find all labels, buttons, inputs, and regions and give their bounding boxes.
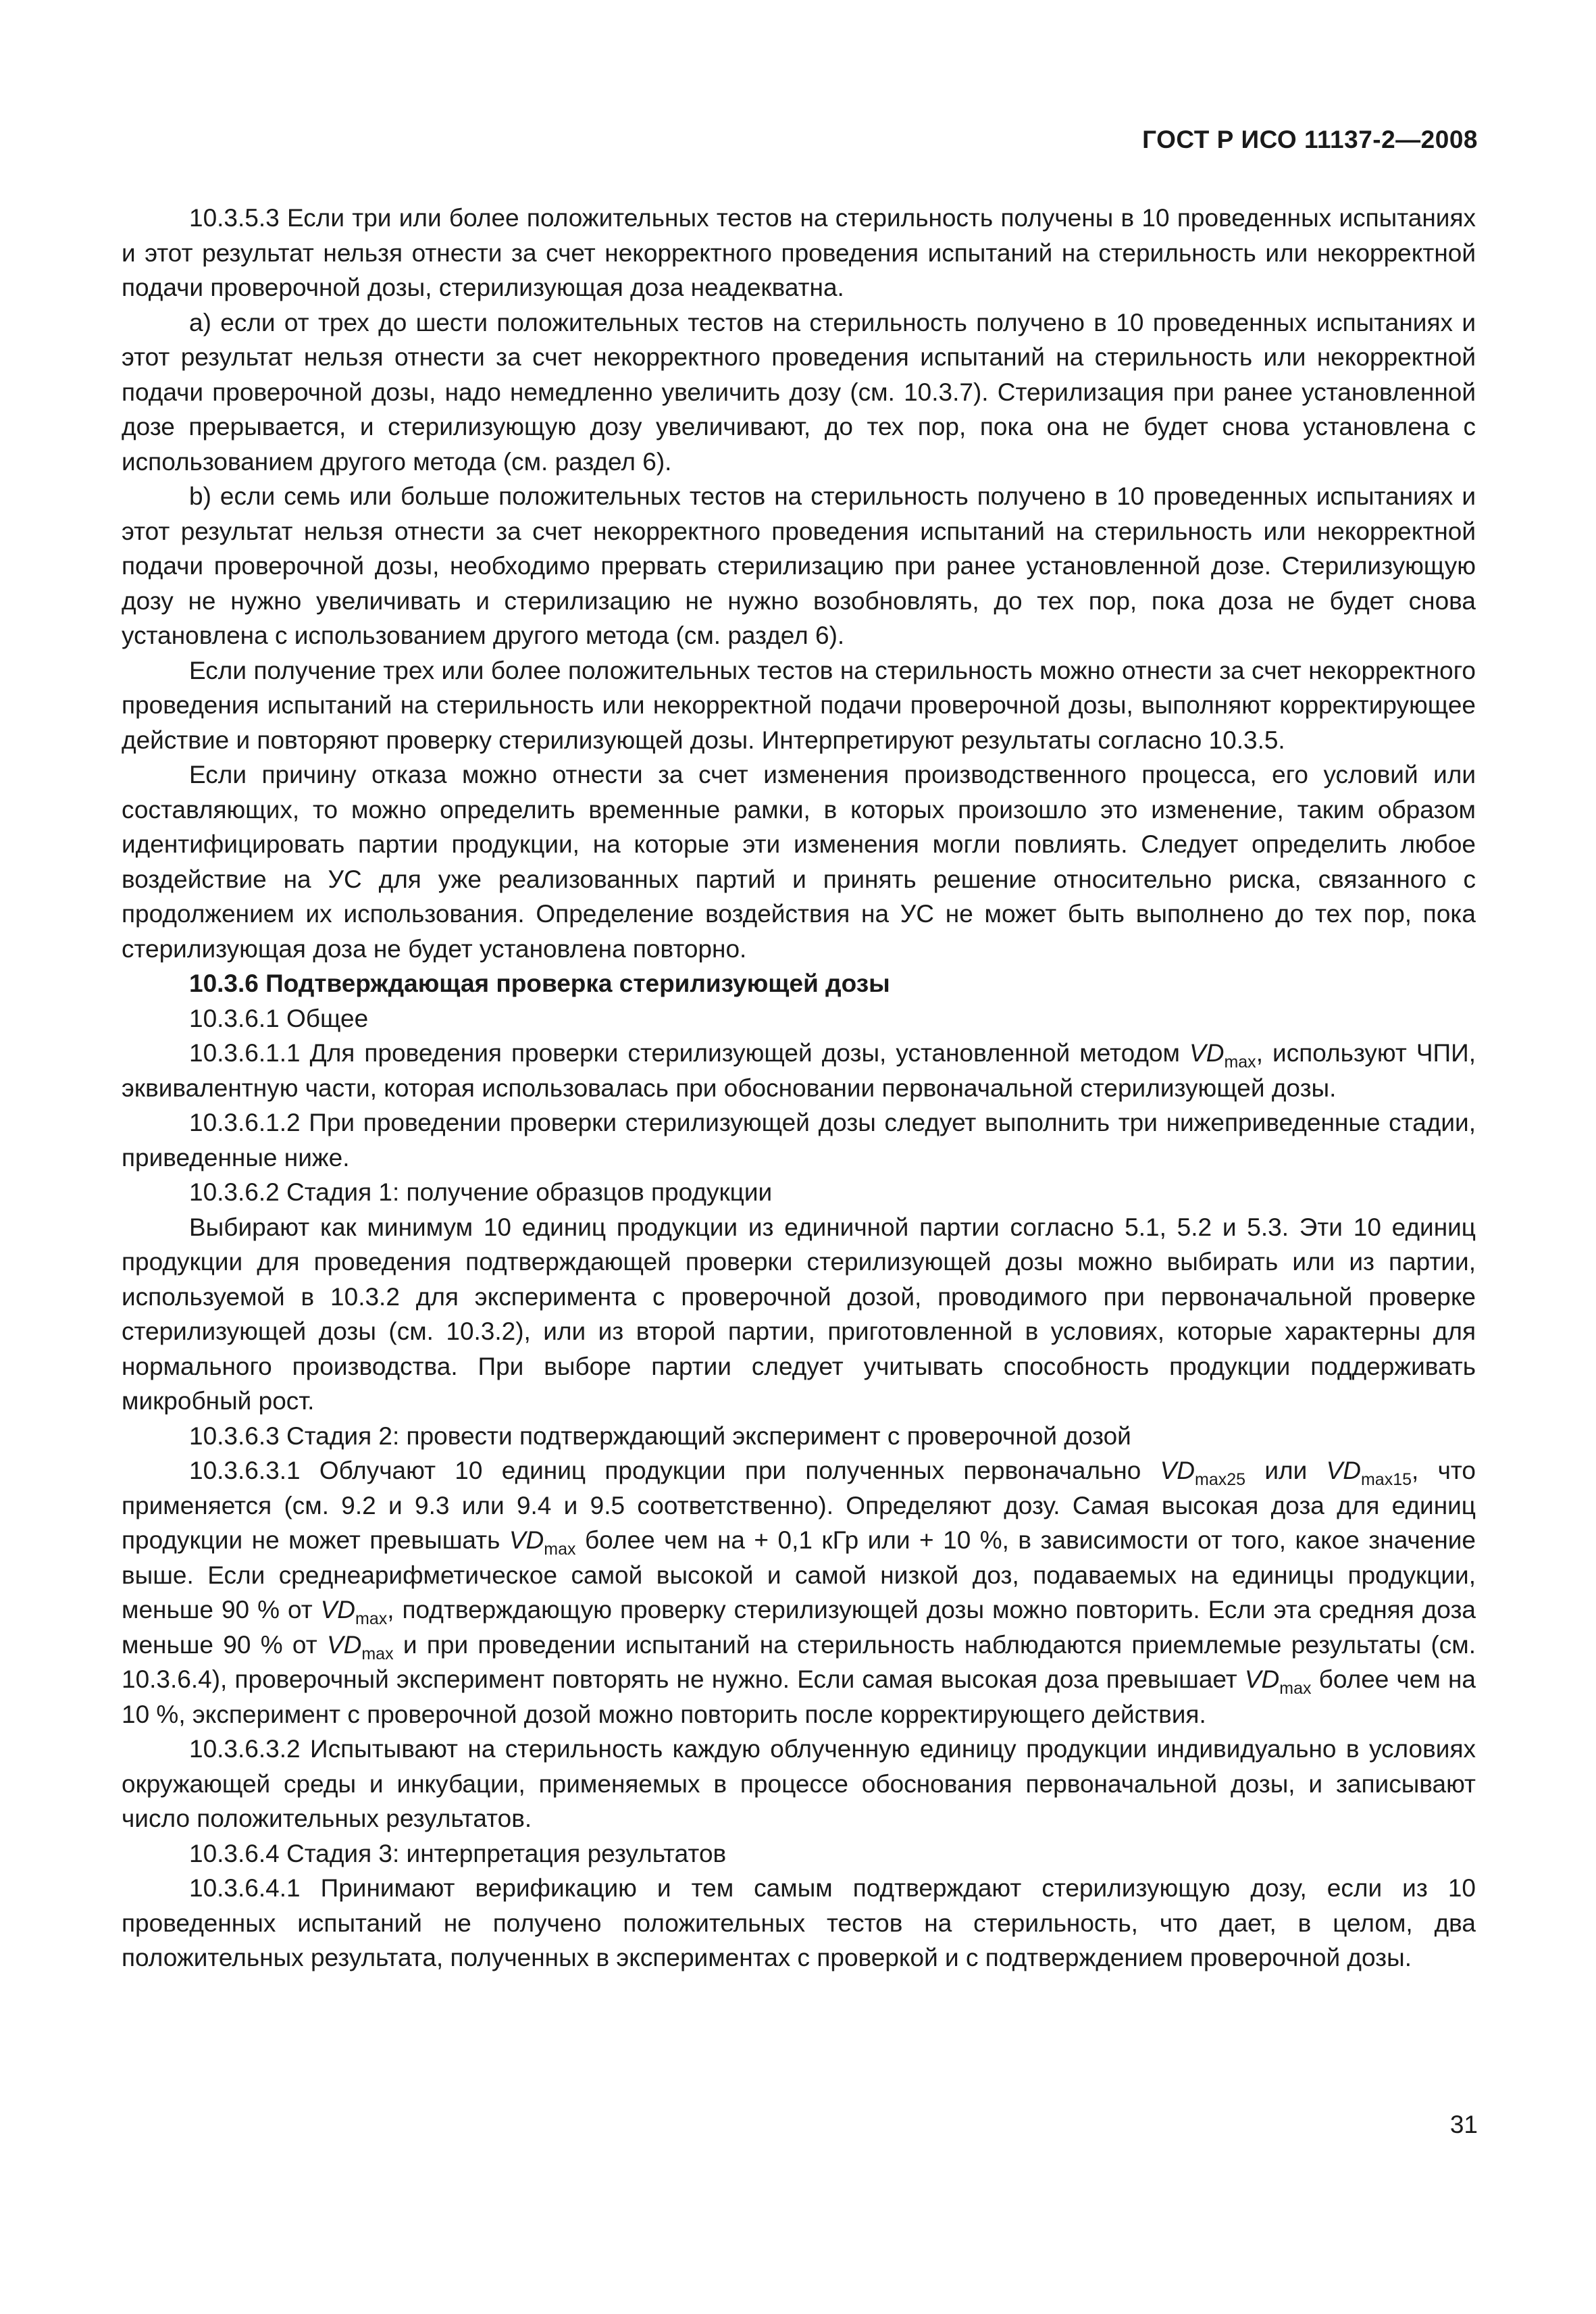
paragraph: 10.3.6.1.2 При проведении проверки стерилизующей дозы следует выполнить три нижеприведенные стадии, приведенные ниже. bbox=[122, 1109, 1476, 1172]
paragraph: 10.3.6.1 Общее bbox=[189, 1004, 369, 1032]
paragraph: Если получение трех или более положительных тестов на стерильность можно отнести за счет некорректного проведения испытаний на стерильность или некорректной подачи проверочной дозы, выполняют корректирующее действие и повторяют проверку стерилизующей дозы. Интерпретируют результаты согласно 10.3.5. bbox=[122, 656, 1476, 754]
document-body bbox=[122, 201, 1476, 1976]
standard-header: ГОСТ Р ИСО 11137-2—2008 bbox=[1142, 126, 1478, 153]
paragraph: 10.3.6.1.1 Для проведения проверки стерилизующей дозы, установленной методом $VD_{max}$, используют ЧПИ, эквивалентную части, которая использовалась при обосновании первоначальной стерилизующей дозы. bbox=[122, 1039, 1476, 1102]
page-number: 31 bbox=[1449, 2111, 1478, 2138]
paragraph: 10.3.5.3 Если три или более положительных тестов на стерильность получены в 10 проведенных испытаниях и этот результат нельзя отнести за счет некорректного проведения испытаний на стерильность или некорректной подачи проверочной дозы, стерилизующая доза неадекватна. bbox=[122, 204, 1476, 301]
paragraph: Выбирают как минимум 10 единиц продукции из единичной партии согласно 5.1, 5.2 и 5.3. Эти 10 единиц продукции для проведения подтверждающей проверки стерилизующей дозы можно выбирать или из партии, используемой в 10.3.2 для эксперимента с проверочной дозой, проводимого при первоначальной проверке стерилизующей дозы (см. 10.3.2), или из второй партии, приготовленной в условиях, которые характерны для нормального производства. При выборе партии следует учитывать способность продукции поддерживать микробный рост. bbox=[122, 1213, 1476, 1415]
paragraph: 10.3.6.2 Стадия 1: получение образцов продукции bbox=[189, 1178, 773, 1206]
paragraph: 10.3.6.4.1 Принимают верификацию и тем самым подтверждают стерилизующую дозу, если из 10 проведенных испытаний не получено положительных тестов на стерильность, что дает, в целом, два положительных результата, полученных в экспериментах с проверкой и с подтверждением проверочной дозы. bbox=[122, 1874, 1476, 1971]
paragraph: 10.3.6.4 Стадия 3: интерпретация результатов bbox=[189, 1839, 727, 1867]
paragraph: Если причину отказа можно отнести за счет изменения производственного процесса, его условий или составляющих, то можно определить временные рамки, в которых произошло это изменение, таким образом идентифицировать партии продукции, на которые эти изменения могли повлиять. Следует определить любое воздействие на УС для уже реализованных партий и принять решение относительно риска, связанного с продолжением их использования. Определение воздействия на УС не может быть выполнено до тех пор, пока стерилизующая доза не будет установлена повторно. bbox=[122, 761, 1476, 963]
paragraph: b) если семь или больше положительных тестов на стерильность получено в 10 проведенных испытаниях и этот результат нельзя отнести за счет некорректного проведения испытаний на стерильность или некорректной подачи проверочной дозы, необходимо прервать стерилизацию при ранее установленной дозе. Стерилизующую дозу не нужно увеличивать и стерилизацию не нужно возобновлять, до тех пор, пока доза не будет снова установлена с использованием другого метода (см. раздел 6). bbox=[122, 482, 1476, 649]
section-heading: 10.3.6 Подтверждающая проверка стерилизующей дозы bbox=[189, 970, 890, 997]
paragraph: 10.3.6.3.2 Испытывают на стерильность каждую облученную единицу продукции индивидуально в условиях окружающей среды и инкубации, применяемых в процессе обоснования первоначальной дозы, и записывают число положительных результатов. bbox=[122, 1735, 1476, 1832]
paragraph: a) если от трех до шести положительных тестов на стерильность получено в 10 проведенных испытаниях и этот результат нельзя отнести за счет некорректного проведения испытаний на стерильность или некорректной подачи проверочной дозы, надо немедленно увеличить дозу (см. 10.3.7). Стерилизация при ранее установленной дозе прерывается, и стерилизующую дозу увеличивают, до тех пор, пока она не будет снова установлена с использованием другого метода (см. раздел 6). bbox=[122, 308, 1476, 476]
paragraph: 10.3.6.3.1 Облучают 10 единиц продукции при полученных первоначально $VD_{max25}$ или $VD_{max15}$, что применяется (см. 9.2 и 9.3 или 9.4 и 9.5 соответственно). Определяют дозу. Самая высокая доза для единиц продукции не может превышать $VD_{max}$ более чем на + 0,1 кГр или + 10 %, в зависимости от того, какое значение выше. Если среднеарифметическое самой высокой и самой низкой доз, подаваемых на единицы продукции, меньше 90 % от $VD_{max}$, подтверждающую проверку стерилизующей дозы можно повторить. Если эта средняя доза меньше 90 % от $VD_{max}$ и при проведении испытаний на стерильность наблюдаются приемлемые результаты (см. 10.3.6.4), проверочный эксперимент повторять не нужно. Если самая высокая доза превышает $VD_{max}$ более чем на 10 %, эксперимент с проверочной дозой можно повторить после корректирующего действия. bbox=[122, 1457, 1476, 1728]
paragraph: 10.3.6.3 Стадия 2: провести подтверждающий эксперимент с проверочной дозой bbox=[189, 1422, 1131, 1450]
